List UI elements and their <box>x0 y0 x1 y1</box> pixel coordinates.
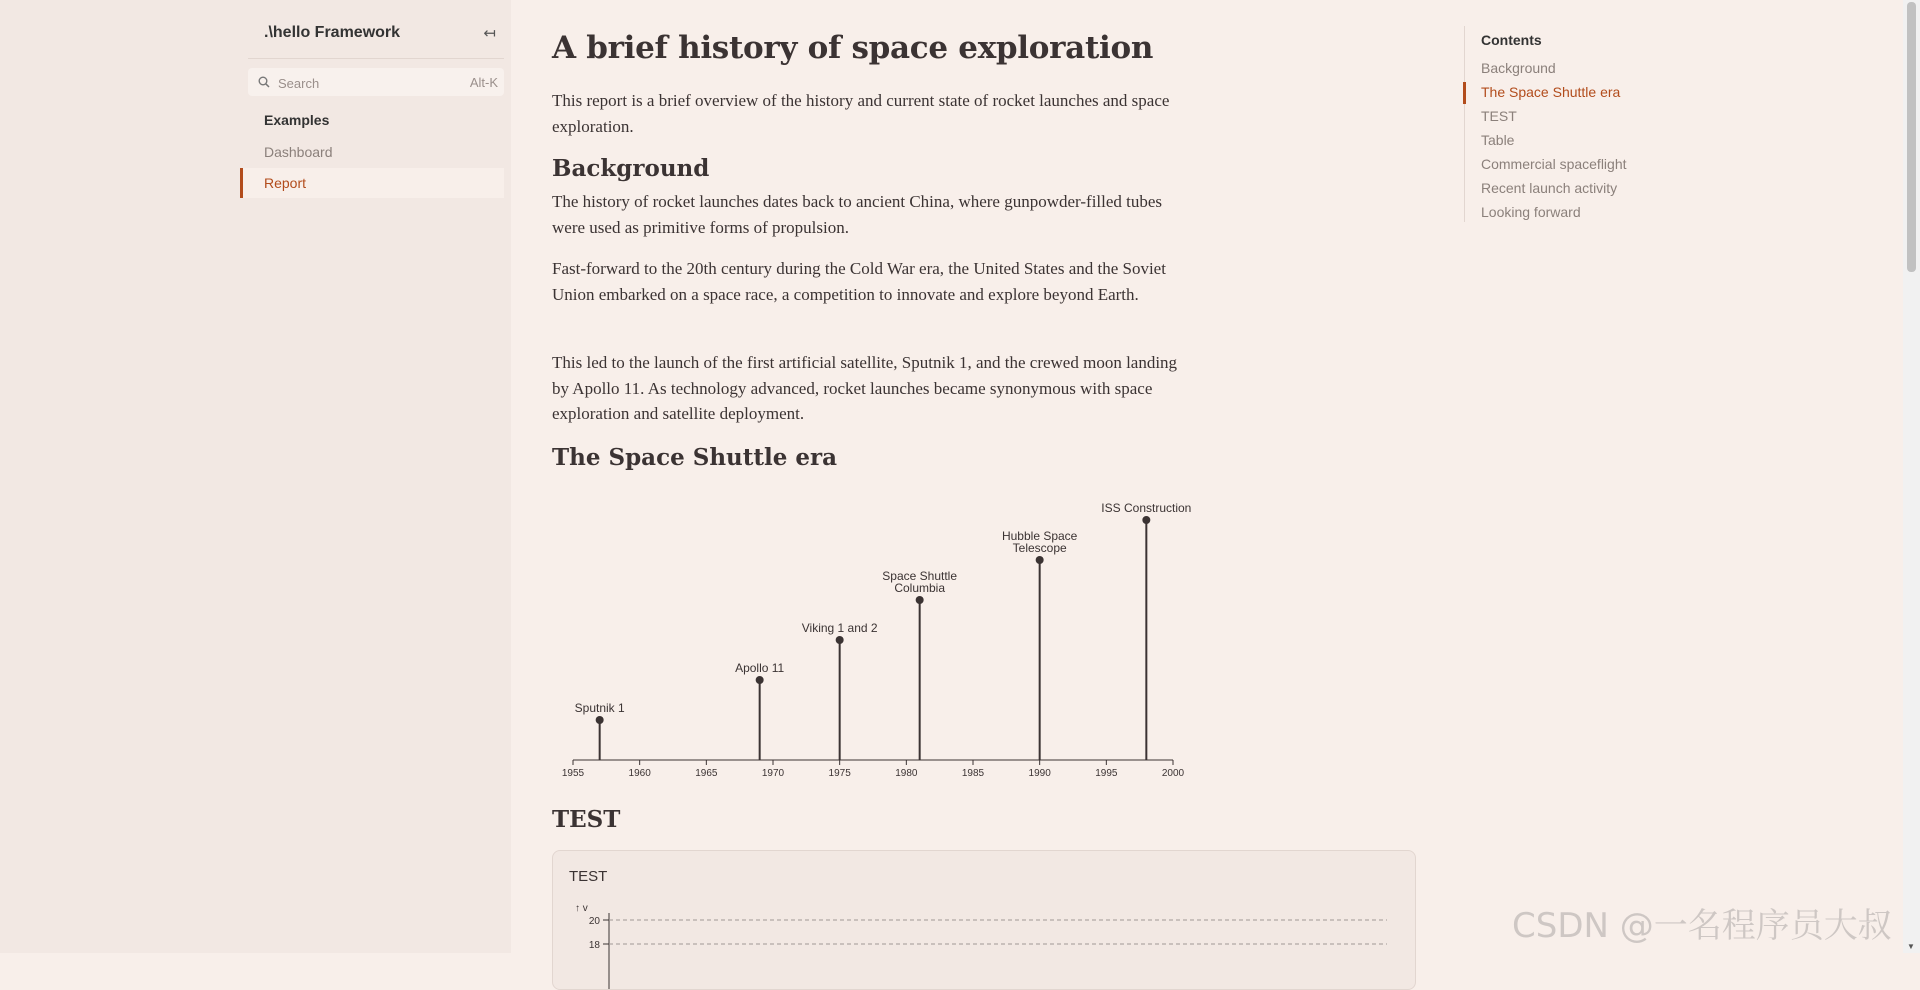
sidebar-header <box>248 14 504 59</box>
timeline-event-label: Space Shuttle <box>882 569 958 583</box>
timeline-point <box>756 676 764 684</box>
background-paragraph-1: The history of rocket launches dates back to ancient China, where gunpowder-filled tubes were used as primitive forms of propulsion. <box>552 192 1163 237</box>
toc-item-looking-forward[interactable]: Looking forward <box>1481 204 1581 220</box>
sidebar-item-dashboard[interactable]: Dashboard <box>264 144 333 160</box>
timeline-event-label: Hubble Space <box>1001 529 1078 543</box>
toc-item-background[interactable]: Background <box>1481 60 1556 76</box>
collapse-sidebar-icon[interactable]: ↤ <box>483 25 496 42</box>
timeline-x-tick-label: 1975 <box>828 768 851 779</box>
toc-item-table[interactable]: Table <box>1481 132 1515 148</box>
toc-item-space-shuttle-era[interactable]: The Space Shuttle era <box>1481 84 1621 100</box>
timeline-point <box>1036 556 1044 564</box>
test-chart-card <box>552 850 1416 990</box>
page-title: A brief history of space exploration <box>552 30 1154 66</box>
toc-active-marker <box>1463 82 1466 104</box>
background-paragraph-2: Fast-forward to the 20th century during the Cold War era, the United States and the Soviet Union embarked on a space race, a competition to innovate and explore beyond Earth. <box>552 259 1166 304</box>
heading-test: TEST <box>552 806 621 833</box>
test-chart-y-tick-label: 18 <box>588 940 600 951</box>
sidebar-item-report[interactable] <box>240 168 504 198</box>
timeline-point <box>916 596 924 604</box>
timeline-x-tick-label: 1995 <box>1095 768 1118 779</box>
timeline-chart <box>552 490 1192 790</box>
watermark: CSDN @一名程序员大叔 <box>1512 906 1892 946</box>
intro-paragraph: This report is a brief overview of the history and current state of rocket launches and space exploration. <box>552 91 1170 136</box>
sidebar-item-label: Report <box>264 175 307 191</box>
timeline-event-label: Viking 1 and 2 <box>801 621 878 635</box>
timeline-event-label: Telescope <box>1012 541 1067 555</box>
timeline-point <box>836 636 844 644</box>
timeline-x-tick-label: 1960 <box>628 768 651 779</box>
heading-space-shuttle-era: The Space Shuttle era <box>552 444 838 471</box>
timeline-x-tick-label: 1965 <box>695 768 718 779</box>
search-icon <box>258 76 270 88</box>
scroll-down-arrow-icon[interactable]: ▼ <box>1907 942 1915 951</box>
heading-background: Background <box>552 155 710 182</box>
timeline-x-tick-label: 1955 <box>561 768 585 779</box>
timeline-event-label: Columbia <box>894 581 946 595</box>
timeline-x-tick-label: 1970 <box>761 768 785 779</box>
timeline-point <box>596 716 604 724</box>
timeline-event-label: Sputnik 1 <box>574 701 625 715</box>
search-box[interactable] <box>248 68 504 96</box>
test-card-title: TEST <box>569 868 608 885</box>
scrollbar-thumb[interactable] <box>1907 2 1916 272</box>
toc-item-recent-launch-activity[interactable]: Recent launch activity <box>1481 180 1618 196</box>
search-input[interactable] <box>276 71 440 95</box>
page-scrollbar[interactable] <box>1903 0 1920 953</box>
timeline-x-tick-label: 1985 <box>961 768 985 779</box>
toc-title: Contents <box>1481 32 1542 48</box>
background-paragraph-3: This led to the launch of the first artificial satellite, Sputnik 1, and the crewed moon landing by Apollo 11. As technology advanced, rocket launches became synonymous with space exploration and satellite deployment. <box>552 353 1178 423</box>
search-shortcut-hint: Alt-K <box>469 75 498 90</box>
timeline-x-tick-label: 1990 <box>1028 768 1051 779</box>
test-chart-svg <box>567 899 1387 989</box>
timeline-x-tick-label: 1980 <box>895 768 918 779</box>
sidebar-section-examples: Examples <box>264 112 330 128</box>
timeline-event-label: ISS Construction <box>1101 501 1192 515</box>
test-chart-y-label: ↑ v <box>575 903 588 914</box>
toc-item-commercial-spaceflight[interactable]: Commercial spaceflight <box>1481 156 1627 172</box>
toc-item-test[interactable]: TEST <box>1481 108 1517 124</box>
test-chart-y-tick-label: 20 <box>588 916 600 927</box>
timeline-chart-svg <box>552 490 1192 790</box>
timeline-point <box>1142 516 1150 524</box>
timeline-x-tick-label: 2000 <box>1161 768 1185 779</box>
brand-link[interactable]: .\hello Framework <box>264 24 401 41</box>
table-of-contents <box>1464 26 1665 222</box>
timeline-event-label: Apollo 11 <box>735 661 785 675</box>
